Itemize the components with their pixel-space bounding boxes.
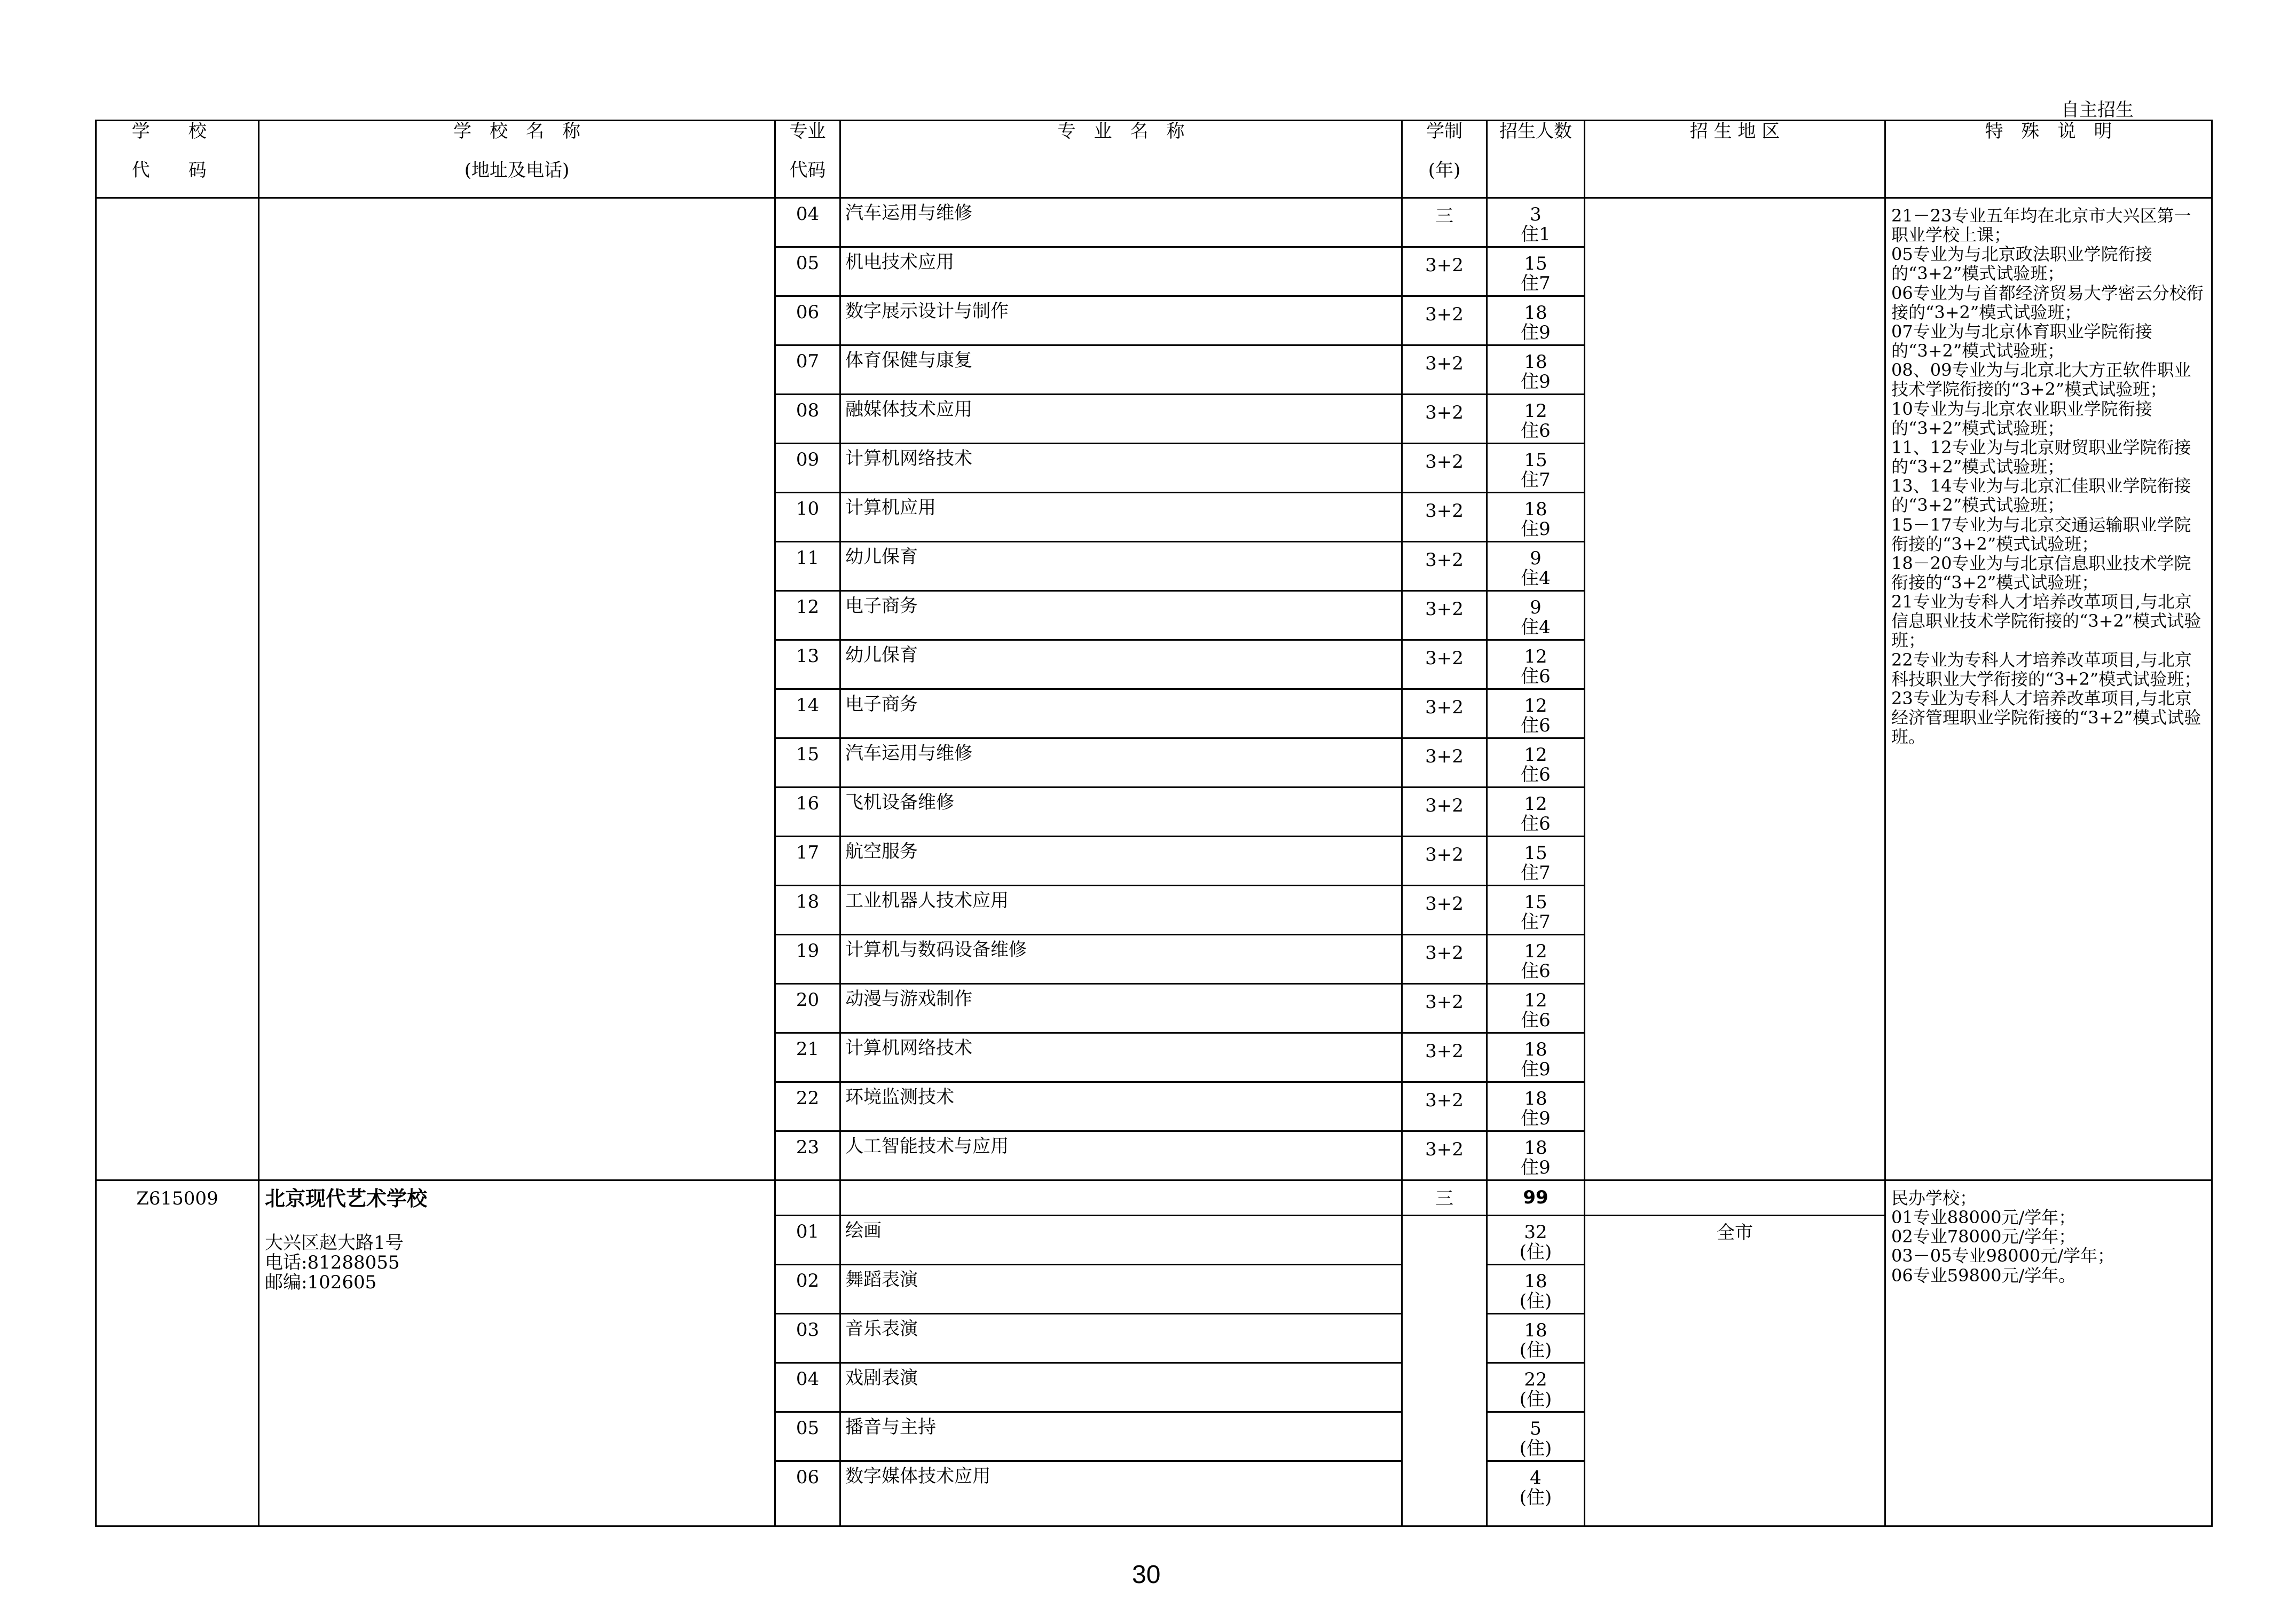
special-notes [1885, 198, 2212, 1180]
major-code: 22 [775, 1082, 840, 1131]
header-notes: 特 殊 说 明 [1885, 121, 2212, 198]
header-school-code: 学 校 代 码 [96, 121, 259, 198]
major-code: 01 [775, 1216, 840, 1265]
major-name: 播音与主持 [840, 1412, 1402, 1461]
quota-value: 18 [1524, 1320, 1547, 1341]
quota-value: 9 [1530, 548, 1542, 569]
study-length: 3+2 [1402, 247, 1487, 296]
enrollment-quota [1487, 984, 1585, 1033]
major-name: 机电技术应用 [840, 247, 1402, 296]
quota-boarding: 住6 [1521, 763, 1551, 785]
enrollment-quota [1487, 296, 1585, 345]
enrollment-quota [1487, 1412, 1585, 1461]
quota-boarding: (住) [1519, 1388, 1552, 1410]
enrollment-quota [1487, 493, 1585, 542]
table-row [96, 198, 2212, 247]
major-name: 幼儿保育 [840, 640, 1402, 689]
enrollment-quota [1487, 935, 1585, 984]
quota-value: 12 [1524, 793, 1547, 815]
study-length: 3+2 [1402, 395, 1487, 444]
study-length: 3+2 [1402, 640, 1487, 689]
major-code: 08 [775, 395, 840, 444]
table-header-row [96, 121, 2212, 198]
quota-value: 15 [1524, 253, 1547, 274]
major-name: 动漫与游戏制作 [840, 984, 1402, 1033]
quota-value: 18 [1524, 499, 1547, 520]
school-address: 大兴区赵大路1号 [265, 1232, 404, 1254]
study-length: 3+2 [1402, 444, 1487, 493]
quota-boarding: 住6 [1521, 420, 1551, 442]
quota-value: 18 [1524, 1088, 1547, 1109]
enrollment-quota [1487, 1082, 1585, 1131]
enrollment-quota [1487, 1265, 1585, 1314]
major-code: 17 [775, 837, 840, 886]
study-length: 三 [1402, 1180, 1487, 1216]
quota-boarding: (住) [1519, 1241, 1552, 1263]
enrollment-quota [1487, 738, 1585, 788]
major-name: 计算机与数码设备维修 [840, 935, 1402, 984]
major-name: 计算机应用 [840, 493, 1402, 542]
major-code: 05 [775, 247, 840, 296]
page-number: 30 [1132, 1561, 1161, 1589]
enrollment-quota [1487, 1461, 1585, 1526]
quota-boarding: 住6 [1521, 1009, 1551, 1031]
enrollment-type-label: 自主招生 [2061, 99, 2134, 121]
major-name: 汽车运用与维修 [840, 198, 1402, 247]
enrollment-quota [1487, 1033, 1585, 1082]
quota-value: 15 [1524, 843, 1547, 864]
quota-value: 18 [1524, 1271, 1547, 1292]
enrollment-quota [1487, 837, 1585, 886]
special-notes [1885, 1180, 2212, 1526]
major-code: 15 [775, 738, 840, 788]
enrollment-quota [1487, 886, 1585, 935]
school-info [259, 1180, 775, 1526]
school-phone: 电话:81288055 [265, 1252, 400, 1274]
study-length: 3+2 [1402, 689, 1487, 738]
study-length: 3+2 [1402, 1131, 1487, 1180]
quota-boarding: 住9 [1521, 371, 1551, 392]
study-length: 3+2 [1402, 1033, 1487, 1082]
quota-boarding: 住7 [1521, 911, 1551, 933]
study-length: 3+2 [1402, 493, 1487, 542]
note-line: 08、09专业为与北京北大方正软件职业技术学院衔接的“3+2”模式试验班； [1891, 360, 2191, 400]
study-length: 3+2 [1402, 591, 1487, 640]
major-name: 戏剧表演 [840, 1363, 1402, 1412]
quota-value: 12 [1524, 646, 1547, 667]
major-name: 工业机器人技术应用 [840, 886, 1402, 935]
note-line: 21专业为专科人才培养改革项目,与北京信息职业技术学院衔接的“3+2”模式试验班； [1891, 592, 2201, 651]
note-line: 15－17专业为与北京交通运输职业学院衔接的“3+2”模式试验班； [1891, 514, 2191, 554]
quota-value: 22 [1524, 1369, 1547, 1390]
major-name: 舞蹈表演 [840, 1265, 1402, 1314]
note-line: 10专业为与北京农业职业学院衔接的“3+2”模式试验班； [1891, 398, 2152, 438]
quota-boarding: 住4 [1521, 567, 1551, 589]
enrollment-quota [1487, 444, 1585, 493]
major-code: 09 [775, 444, 840, 493]
major-name: 计算机网络技术 [840, 444, 1402, 493]
quota-boarding: (住) [1519, 1339, 1552, 1361]
major-code: 19 [775, 935, 840, 984]
quota-boarding: (住) [1519, 1290, 1552, 1312]
quota-boarding: 住9 [1521, 1058, 1551, 1080]
major-code: 13 [775, 640, 840, 689]
note-line: 13、14专业为与北京汇佳职业学院衔接的“3+2”模式试验班； [1891, 476, 2191, 516]
quota-value: 3 [1530, 204, 1542, 225]
note-line: 06专业为与首都经济贸易大学密云分校衔接的“3+2”模式试验班； [1891, 282, 2204, 322]
school-summary-row [96, 1180, 2212, 1216]
note-line: 11、12专业为与北京财贸职业学院衔接的“3+2”模式试验班； [1891, 437, 2191, 477]
quota-boarding: 住1 [1521, 223, 1551, 245]
enrollment-quota [1487, 395, 1585, 444]
major-name: 幼儿保育 [840, 542, 1402, 591]
enrollment-quota [1487, 1314, 1585, 1363]
enrollment-quota [1487, 345, 1585, 395]
quota-boarding: 住7 [1521, 469, 1551, 491]
major-name: 音乐表演 [840, 1314, 1402, 1363]
study-length: 3+2 [1402, 345, 1487, 395]
major-code: 14 [775, 689, 840, 738]
major-code: 07 [775, 345, 840, 395]
major-code: 04 [775, 198, 840, 247]
quota-value: 12 [1524, 744, 1547, 766]
enrollment-quota [1487, 591, 1585, 640]
major-code: 05 [775, 1412, 840, 1461]
major-code: 16 [775, 788, 840, 837]
enrollment-quota [1487, 788, 1585, 837]
school-name: 北京现代艺术学校 [265, 1187, 428, 1210]
quota-value: 18 [1524, 302, 1547, 324]
major-name: 汽车运用与维修 [840, 738, 1402, 788]
header-region: 招 生 地 区 [1585, 121, 1885, 198]
note-line: 06专业59800元/学年。 [1891, 1265, 2076, 1286]
study-length: 3+2 [1402, 738, 1487, 788]
quota-value: 15 [1524, 892, 1547, 913]
quota-boarding: 住6 [1521, 960, 1551, 982]
enrollment-quota [1487, 198, 1585, 247]
enrollment-quota [1487, 542, 1585, 591]
header-length: 学制 (年) [1402, 121, 1487, 198]
quota-value: 12 [1524, 695, 1547, 716]
header-quota: 招生人数 [1487, 121, 1585, 198]
quota-boarding: 住9 [1521, 1107, 1551, 1129]
region-cell-empty [1585, 1180, 1885, 1216]
quota-value: 12 [1524, 400, 1547, 422]
major-name: 电子商务 [840, 689, 1402, 738]
quota-boarding: 住9 [1521, 321, 1551, 343]
quota-boarding: (住) [1519, 1486, 1552, 1508]
note-line: 07专业为与北京体育职业学院衔接的“3+2”模式试验班； [1891, 321, 2152, 361]
major-name: 计算机网络技术 [840, 1033, 1402, 1082]
school-code: Z615009 [96, 1180, 259, 1526]
major-code: 04 [775, 1363, 840, 1412]
enrollment-table [95, 120, 2213, 1527]
study-length: 3+2 [1402, 542, 1487, 591]
quota-value: 12 [1524, 941, 1547, 962]
major-code: 18 [775, 886, 840, 935]
note-line: 22专业为专科人才培养改革项目,与北京科技职业大学衔接的“3+2”模式试验班； [1891, 649, 2201, 689]
major-code-empty [775, 1180, 840, 1216]
school-postcode: 邮编:102605 [265, 1272, 377, 1294]
major-name-empty [840, 1180, 1402, 1216]
total-quota: 99 [1487, 1180, 1585, 1216]
quota-value: 32 [1524, 1222, 1547, 1243]
major-code: 21 [775, 1033, 840, 1082]
study-length: 3+2 [1402, 984, 1487, 1033]
enrollment-quota [1487, 247, 1585, 296]
header-major-name: 专 业 名 称 [840, 121, 1402, 198]
study-length: 3+2 [1402, 1082, 1487, 1131]
major-code: 20 [775, 984, 840, 1033]
quota-value: 9 [1530, 597, 1542, 618]
school-name-cell-empty [259, 198, 775, 1180]
enrollment-quota [1487, 1131, 1585, 1180]
quota-value: 18 [1524, 351, 1547, 373]
quota-boarding: 住9 [1521, 1156, 1551, 1178]
major-name: 电子商务 [840, 591, 1402, 640]
major-name: 数字媒体技术应用 [840, 1461, 1402, 1526]
region-cell-empty [1585, 198, 1885, 1180]
major-code: 23 [775, 1131, 840, 1180]
study-length: 3+2 [1402, 837, 1487, 886]
quota-boarding: 住6 [1521, 714, 1551, 736]
major-name: 飞机设备维修 [840, 788, 1402, 837]
note-line: 01专业88000元/学年； [1891, 1207, 2076, 1228]
enrollment-quota [1487, 640, 1585, 689]
quota-boarding: 住7 [1521, 862, 1551, 884]
quota-value: 15 [1524, 450, 1547, 471]
enrollment-region: 全市 [1585, 1216, 1885, 1526]
quota-value: 18 [1524, 1137, 1547, 1159]
major-code: 11 [775, 542, 840, 591]
study-length: 三 [1402, 198, 1487, 247]
study-length-empty [1402, 1216, 1487, 1526]
enrollment-quota [1487, 1216, 1585, 1265]
major-code: 02 [775, 1265, 840, 1314]
quota-value: 12 [1524, 990, 1547, 1011]
note-line: 23专业为专科人才培养改革项目,与北京经济管理职业学院衔接的“3+2”模式试验班。 [1891, 688, 2201, 747]
major-name: 体育保健与康复 [840, 345, 1402, 395]
school-code-cell-empty [96, 198, 259, 1180]
major-name: 融媒体技术应用 [840, 395, 1402, 444]
major-code: 12 [775, 591, 840, 640]
note-line: 02专业78000元/学年； [1891, 1226, 2076, 1247]
major-name: 绘画 [840, 1216, 1402, 1265]
study-length: 3+2 [1402, 788, 1487, 837]
quota-value: 5 [1530, 1418, 1542, 1439]
enrollment-quota [1487, 1363, 1585, 1412]
quota-boarding: 住9 [1521, 518, 1551, 540]
quota-boarding: 住6 [1521, 665, 1551, 687]
header-major-code: 专业 代码 [775, 121, 840, 198]
header-school-name: 学 校 名 称 (地址及电话) [259, 121, 775, 198]
study-length: 3+2 [1402, 935, 1487, 984]
note-line: 民办学校； [1891, 1188, 1977, 1208]
note-line: 18－20专业为与北京信息职业技术学院衔接的“3+2”模式试验班； [1891, 553, 2191, 593]
enrollment-quota [1487, 689, 1585, 738]
study-length: 3+2 [1402, 886, 1487, 935]
major-name: 环境监测技术 [840, 1082, 1402, 1131]
quota-boarding: (住) [1519, 1437, 1552, 1459]
major-name: 航空服务 [840, 837, 1402, 886]
study-length: 3+2 [1402, 296, 1487, 345]
quota-value: 18 [1524, 1039, 1547, 1060]
quota-value: 4 [1530, 1467, 1542, 1489]
major-code: 10 [775, 493, 840, 542]
major-name: 数字展示设计与制作 [840, 296, 1402, 345]
quota-boarding: 住7 [1521, 272, 1551, 294]
note-line: 05专业为与北京政法职业学院衔接的“3+2”模式试验班； [1891, 244, 2152, 284]
major-code: 06 [775, 1461, 840, 1526]
major-name: 人工智能技术与应用 [840, 1131, 1402, 1180]
quota-boarding: 住4 [1521, 616, 1551, 638]
note-line: 21－23专业五年均在北京市大兴区第一职业学校上课； [1891, 206, 2191, 246]
quota-boarding: 住6 [1521, 813, 1551, 834]
note-line: 03－05专业98000元/学年； [1891, 1246, 2115, 1266]
major-code: 03 [775, 1314, 840, 1363]
major-code: 06 [775, 296, 840, 345]
